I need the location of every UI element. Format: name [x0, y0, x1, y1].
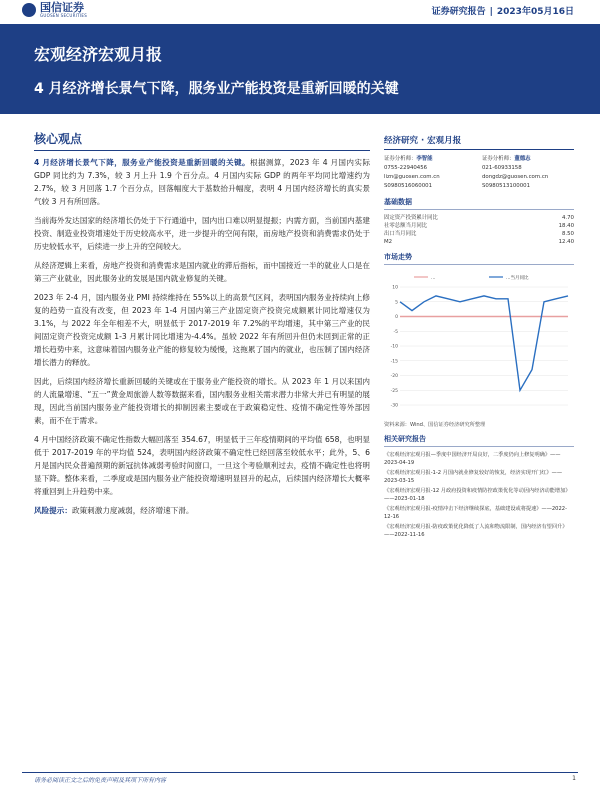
- y-tick-label: -15: [390, 359, 398, 365]
- row-label: 出口当月同比: [384, 231, 417, 237]
- guosen-logo: [22, 2, 87, 18]
- logo-text-en: GUOSEN SECURITIES: [40, 13, 88, 18]
- legend-label: …当月同比: [506, 276, 529, 281]
- report-title: 宏观经济宏观月报: [34, 45, 163, 64]
- related-reports-heading: 相关研究报告: [384, 434, 574, 447]
- list-item[interactable]: [384, 469, 574, 485]
- paragraph-5: 因此，后续国内经济增长重新回暖的关键或在于服务业产能投资的增长。从 2023 年 1 月以来国内的人流量增速、“五一”黄金周旅游人数等数据来看，国内服务业相关需求潜力非常大并已有明显的展现，因此当前国内服务业产能投资增长的抑制因素主要或在于政策稳定性、疫情不确定性等外部因素，而不在于需求。: [34, 377, 370, 425]
- analyst-2: [482, 155, 574, 191]
- row-value: 8.50: [561, 231, 574, 237]
- core-view-heading: 核心观点: [34, 130, 370, 151]
- market-trend-chart: [384, 269, 574, 419]
- report-link[interactable]: 《宏观经济宏观月报—季度中国经济开局良好，二季度仍向上修复明确》: [384, 452, 551, 458]
- paragraph-6: 4 月中国经济政策不确定性指数大幅回落至 354.67，明显低于三年疫情期间的平均值 658，也明显低于 2017-2019 年的平均值 524，表明国内经济政策不确定性已经回落至较低水平；此外，5、6 月是国内民众普遍预期的新冠抗体减弱考验时间窗口，一旦这个考验顺利过去，疫情不确定性也将明显下降。整体来看，二季度或是国内服务业产能投资增速明显回升的起点，后续国内经济增长大概率将重回到上升趋势中来。: [34, 435, 370, 496]
- y-tick-label: -30: [390, 403, 398, 409]
- report-link[interactable]: 《宏观经济宏观月报-防疫政策优化降低了人流和物流限制，国内经济有望回升》: [384, 524, 568, 530]
- table-row: [384, 222, 574, 230]
- analyst-email[interactable]: lizn@guosen.com.cn: [384, 174, 440, 180]
- top-header: [0, 0, 600, 24]
- report-link-date: ——2022-11-16: [384, 532, 425, 538]
- row-label: M2: [384, 239, 393, 245]
- row-label: 固定资产投资累计同比: [384, 215, 438, 221]
- row-label: 社零总额当月同比: [384, 223, 428, 229]
- list-item[interactable]: [384, 505, 574, 521]
- row-value: 18.40: [558, 223, 574, 229]
- row-value: 4.70: [561, 215, 574, 221]
- report-link-date: ——2023-04-19: [384, 452, 561, 466]
- analyst-name: 董德志: [514, 156, 531, 162]
- report-link-date: ——2023-01-18: [384, 496, 425, 502]
- y-tick-label: -20: [390, 374, 398, 379]
- legend-label: …: [431, 276, 436, 281]
- footer-disclaimer: 请务必阅读正文之后的免责声明及其项下所有内容: [34, 777, 167, 784]
- analyst-role: 证券分析师：: [384, 156, 417, 162]
- report-subtitle: 4 月经济增长景气下降，服务业产能投资是重新回暖的关键: [34, 81, 399, 97]
- analyst-phone: 0755-22940456: [384, 165, 428, 171]
- analyst-name: 李智能: [416, 156, 433, 162]
- y-tick-label: -25: [390, 388, 398, 394]
- analyst-phone: 021-60933158: [482, 165, 522, 171]
- footer-divider: [22, 772, 578, 773]
- risk-text: 政策刺激力度减弱，经济增速下滑。: [71, 506, 194, 515]
- report-link[interactable]: 《宏观经济宏观月报-12 月政府投资和疫情防控政策优化等动因内经济动能增加》: [384, 488, 571, 494]
- y-tick-label: -5: [393, 329, 398, 335]
- main-column: [34, 130, 370, 523]
- chart-source: 资料来源：Wind、国信证券经济研究所整理: [384, 422, 486, 428]
- y-tick-label: -10: [390, 344, 398, 350]
- page-number: 1: [572, 775, 576, 782]
- title-banner: [0, 24, 600, 114]
- table-row: [384, 214, 574, 222]
- analyst-email[interactable]: dongdz@guosen.com.cn: [482, 174, 549, 180]
- report-type: 证券研究报告: [431, 7, 486, 17]
- paragraph-1-highlight: 4 月经济增长景气下降，服务业产能投资是重新回暖的关键。: [34, 158, 250, 167]
- market-trend-heading: 市场走势: [384, 252, 574, 265]
- market-trend-svg: [384, 269, 574, 419]
- analyst-1: [384, 155, 476, 191]
- paragraph-1: [34, 156, 370, 208]
- analyst-cert: S0980516060001: [384, 183, 433, 189]
- analyst-cert: S0980513100001: [482, 183, 531, 189]
- side-column: [384, 134, 574, 541]
- report-link-date: ——2023-03-15: [384, 470, 562, 484]
- analyst-role: 证券分析师：: [482, 156, 515, 162]
- list-item[interactable]: [384, 487, 574, 503]
- list-item[interactable]: [384, 523, 574, 539]
- risk-label: 风险提示：: [34, 506, 72, 515]
- paragraph-4: 2023 年 2-4 月，国内服务业 PMI 持续维持在 55%以上的高景气区间，表明国内服务业持续向上修复的趋势一直没有改变，但 2023 年 1-4 月国内第三产业固定资产投资完成额累计同比增速仅为 3.1%，与 2022 年全年相差不大，明显低于 2017-2019 年 7.2%的平均增速，其中第三产业的民间固定资产投资完成额 1-3 月累计同比增速为-4.4%。虽较 2022 年有所回升但仍未回到正常的正增长趋势中来，这意味着国内服务业产能的修复较为缓慢，这拖累了国内的就业，也压制了国内经济增长潜力的释放。: [34, 293, 370, 367]
- table-row: [384, 238, 574, 246]
- y-tick-label: 5: [395, 300, 398, 306]
- report-link-date: ——2022-12-16: [384, 506, 567, 520]
- table-row: [384, 230, 574, 238]
- paragraph-2: 当前海外发达国家的经济增长仍处于下行通道中，国内出口难以明显提振；内需方面，当前国内基建投资、制造业投资增速处于历史较高水平，进一步提升的空间有限，而房地产投资和消费需求仍处于历史较低水平，后续进一步上升的空间较大。: [34, 216, 370, 251]
- basic-data-table: [384, 214, 574, 246]
- report-link[interactable]: 《宏观经济宏观月报-疫情冲击下经济继续探底，基础建设或将提速》: [384, 506, 542, 512]
- related-reports-list: [384, 451, 574, 539]
- paragraph-1-body: 根据测算，2023 年 4 月国内实际 GDP 同比约为 7.3%，较 3 月上升 1.9 个百分点。4 月国内实际 GDP 的两年平均同比增速约为 2.7%，较 3 月回落 1.7 个百分点，回落幅度大于基数抬升幅度，表明 4 月国内经济增长的真实景气较 3 月有所回落。: [34, 158, 370, 206]
- logo-mark-icon: [22, 3, 36, 17]
- analyst-block: [384, 155, 574, 191]
- risk-warning: [34, 504, 370, 517]
- series-line: [400, 296, 568, 390]
- y-tick-label: 0: [395, 315, 398, 320]
- report-meta: 证券研究报告 | 2023年05月16日: [431, 7, 574, 17]
- logo-text-cn: 国信证券: [40, 1, 84, 14]
- y-tick-label: 10: [392, 285, 398, 291]
- report-link[interactable]: 《宏观经济宏观月报-1-2 月国内就业修复较好的恢复，经济实现开门红》: [384, 470, 552, 476]
- basic-data-heading: 基础数据: [384, 197, 574, 210]
- list-item[interactable]: [384, 451, 574, 467]
- row-value: 12.40: [558, 239, 574, 245]
- report-date: 2023年05月16日: [496, 7, 574, 17]
- side-heading: 经济研究 · 宏观月报: [384, 134, 574, 150]
- paragraph-3: 从经济逻辑上来看，房地产投资和消费需求是国内就业的滞后指标，而中国接近一半的就业人口是在第三产业就业，因此服务业的发展是国内就业修复的关键。: [34, 261, 370, 283]
